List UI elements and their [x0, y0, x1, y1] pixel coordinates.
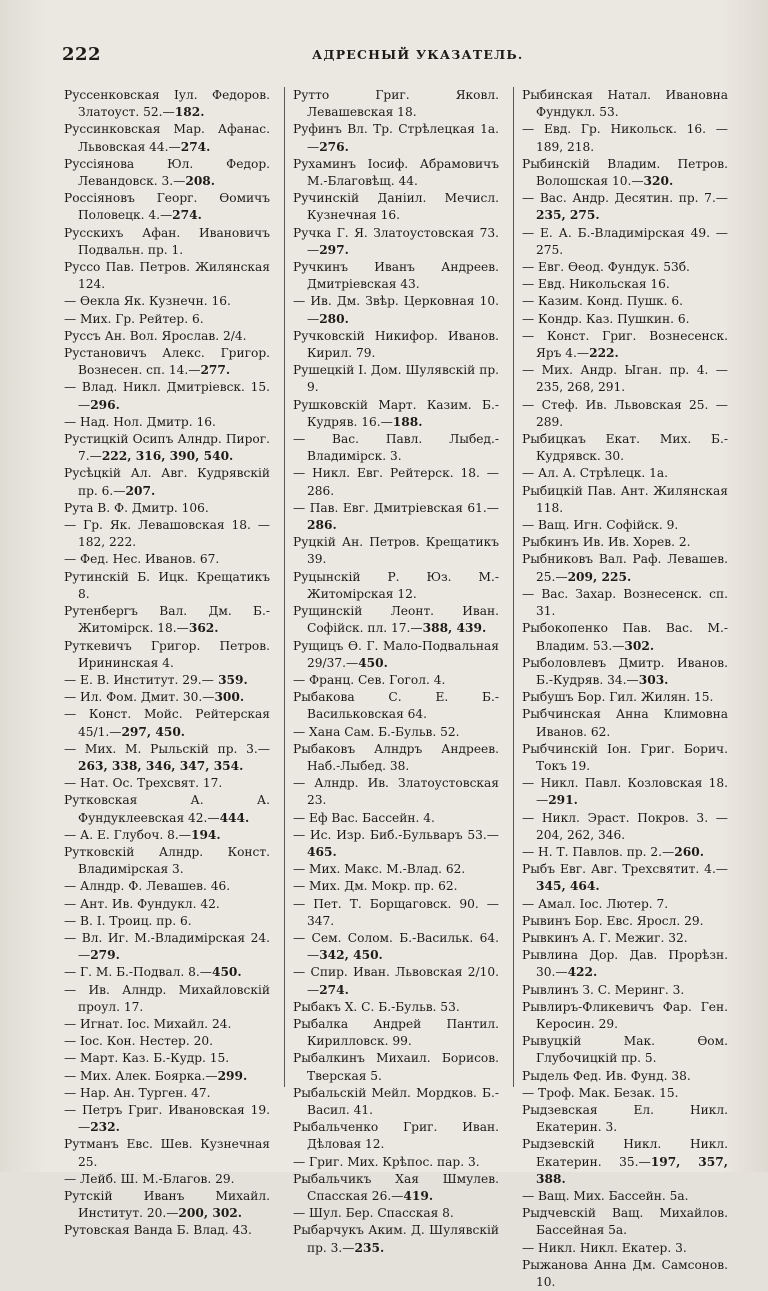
- directory-entry: Рущинскiй Леонт. Иван. Софiйск. пл. 17.—388, 439.: [293, 604, 499, 636]
- column-1: [64, 87, 270, 1240]
- directory-entry: Рутскiй Иванъ Михайл. Институт. 20.—200, 302.: [64, 1189, 270, 1221]
- directory-entry: Руссенковская Iул. Федоров. Златоуст. 52.—182.: [64, 88, 270, 120]
- directory-entry: Рывуцкiй Мак. Өом. Глубочицкiй пр. 5.: [522, 1034, 728, 1066]
- directory-entry: Рутманъ Евс. Шев. Кузнечная 25.: [64, 1137, 270, 1169]
- directory-entry: Россiяновъ Георг. Өомичъ Половецк. 4.—274.: [64, 191, 270, 223]
- directory-entry: — Пет. Т. Борщаговск. 90. —347.: [293, 896, 499, 928]
- directory-entry: Рыбицкiй Пав. Ант. Жилянская 118.: [522, 483, 728, 515]
- directory-entry: — Амал. Iос. Лютер. 7.: [522, 896, 669, 911]
- directory-entry: Руссiянова Юл. Федор. Левандовск. 3.—208.: [64, 156, 270, 189]
- directory-entry: — Ив. Дм. Звѣр. Церковная 10.—280.: [293, 294, 499, 326]
- directory-entry: — Алндр. Ф. Левашев. 46.: [64, 879, 231, 894]
- directory-entry: Рыбчинскiй Iон. Григ. Борич. Токъ 19.: [522, 741, 728, 773]
- directory-entry: Рыбчинская Анна Климовна Иванов. 62.: [522, 707, 728, 739]
- directory-entry: Рущицъ Ө. Г. Мало-Подвальная 29/37.—450.: [293, 638, 499, 670]
- column-2: [293, 87, 499, 1257]
- directory-entry: Рыбарчукъ Аким. Д. Шулявскiй пр. 3.—235.: [293, 1223, 499, 1255]
- directory-entry: Рыдчевскiй Ващ. Михайлов. Бассейная 5а.: [522, 1206, 728, 1238]
- directory-entry: — Григ. Мих. Крѣпос. пар. 3.: [293, 1154, 480, 1169]
- directory-entry: — Никл. Павл. Козловская 18.—291.: [522, 776, 728, 808]
- directory-entry: Руцкiй Ан. Петров. Крещатикъ 39.: [293, 535, 499, 567]
- directory-entry: Рутковскiй Алндр. Конст. Владимiрская 3.: [64, 844, 270, 877]
- page-number: 222: [62, 44, 102, 65]
- directory-entry: Рутковская А. А. Фундуклеевская 42.—444.: [64, 793, 270, 825]
- directory-entry: — Конст. Мойс. Рейтерская 45/1.—297, 450.: [64, 707, 270, 739]
- directory-entry: — Ал. А. Стрѣлецк. 1а.: [522, 466, 669, 481]
- directory-entry: Рыбакъ Х. С. Б.-Бульв. 53.: [293, 999, 460, 1014]
- directory-entry: Рушковскiй Март. Казим. Б.-Кудряв. 16.—188.: [293, 397, 499, 429]
- directory-entry: — Евд. Гр. Никольск. 16. — 189, 218.: [522, 122, 728, 154]
- directory-entry: — Нат. Ос. Трехсвят. 17.: [64, 776, 223, 791]
- directory-entry: — Н. Т. Павлов. пр. 2.—260.: [522, 844, 704, 859]
- directory-entry: — Петръ Григ. Ивановская 19.—232.: [64, 1102, 270, 1135]
- directory-entry: — Гр. Як. Левашовская 18. —182, 222.: [64, 518, 270, 550]
- directory-entry: Руцынскiй Р. Юз. М.-Житомiрская 12.: [293, 569, 499, 601]
- directory-entry: — Евг. Өеод. Фундук. 53б.: [522, 260, 690, 275]
- directory-entry: Рыбакова С. Е. Б.-Васильковская 64.: [293, 690, 499, 722]
- directory-entry: — Г. М. Б.-Подвал. 8.—450.: [64, 965, 242, 980]
- directory-entry: — Мих. Дм. Мокр. пр. 62.: [293, 879, 458, 894]
- directory-entry: — Казим. Конд. Пушк. 6.: [522, 294, 684, 309]
- directory-entry: Рывлина Дор. Дав. Прорѣзн. 30.—422.: [522, 948, 728, 980]
- directory-entry: Рыбинскiй Владим. Петров. Волошская 10.—320.: [522, 156, 728, 189]
- directory-entry: Руссинковская Мар. Афанас. Львовская 44.—274.: [64, 122, 270, 154]
- directory-entry: — Троф. Мак. Безак. 15.: [522, 1085, 679, 1100]
- directory-entry: — Мих. Алек. Боярка.—299.: [64, 1068, 248, 1083]
- running-title: АДРЕСНЫЙ УКАЗАТЕЛЬ.: [312, 47, 524, 62]
- directory-entry: — Мих. Макс. М.-Влад. 62.: [293, 862, 466, 877]
- directory-entry: — Никл. Евг. Рейтерск. 18. —286.: [293, 466, 499, 498]
- directory-entry: — Вас. Андр. Десятин. пр. 7.—235, 275.: [522, 191, 728, 223]
- directory-entry: — Ил. Фом. Дмит. 30.—300.: [64, 690, 245, 705]
- directory-entry: Рыбокопенко Пав. Вас. М.-Владим. 53.—302.: [522, 621, 728, 653]
- directory-entry: Рута В. Ф. Дмитр. 106.: [64, 500, 209, 515]
- directory-entry: Рыбинская Натал. Ивановна Фундукл. 53.: [522, 88, 728, 120]
- directory-entry: — Евд. Никольская 16.: [522, 277, 670, 292]
- directory-entry: Рыбалка Андрей Пантил. Кирилловск. 99.: [293, 1016, 499, 1049]
- directory-entry: — Ващ. Мих. Бассейн. 5а.: [522, 1189, 689, 1203]
- directory-entry: — Хана Сам. Б.-Бульв. 52.: [293, 724, 460, 739]
- directory-entry: — Өекла Як. Кузнечн. 16.: [64, 294, 231, 309]
- directory-entry: — Над. Нол. Дмитр. 16.: [64, 414, 216, 429]
- directory-entry: Рушецкiй I. Дом. Шулявскiй пр. 9.: [293, 363, 499, 395]
- directory-entry: — Вас. Павл. Лыбед.-Владимiрск. 3.: [293, 432, 499, 464]
- directory-entry: Рывлиръ-Фликевичъ Фар. Ген. Керосин. 29.: [522, 999, 728, 1031]
- directory-entry: Рыбицкаъ Екат. Мих. Б.-Кудрявск. 30.: [522, 432, 728, 464]
- directory-entry: Рутенбергъ Вал. Дм. Б.-Житомiрск. 18.—362.: [64, 604, 270, 636]
- directory-entry: — Ив. Алндр. Михайловскiй проул. 17.: [64, 982, 270, 1014]
- directory-entry: — А. Е. Глубоч. 8.—194.: [64, 827, 221, 842]
- directory-entry: — Мих. М. Рыльскiй пр. 3.— 263, 338, 346, 347, 354.: [64, 741, 270, 773]
- directory-entry: — Шул. Бер. Спасская 8.: [293, 1206, 454, 1221]
- directory-entry: — Е. А. Б.-Владимiрская 49. —275.: [522, 225, 728, 257]
- directory-entry: Рыбальчикъ Хая Шмулев. Спасская 26.—419.: [293, 1171, 499, 1203]
- directory-entry: — Влад. Никл. Дмитрiевск. 15.—296.: [64, 380, 270, 412]
- directory-entry: Рустановичъ Алекс. Григор. Вознесен. сп. 14.—277.: [64, 346, 270, 378]
- directory-entry: Русѣцкiй Ал. Авг. Кудрявскiй пр. 6.—207.: [64, 466, 270, 498]
- directory-entry: — Вл. Иг. М.-Владимiрская 24.—279.: [64, 930, 270, 963]
- directory-entry: Рыбальскiй Мейл. Мордков. Б.-Васил. 41.: [293, 1085, 499, 1117]
- directory-entry: Русскихъ Афан. Ивановичъ Подвальн. пр. 1.: [64, 225, 270, 257]
- directory-entry: — Ващ. Игн. Софiйск. 9.: [522, 518, 679, 533]
- directory-entry: Ручковскiй Никифор. Иванов. Кирил. 79.: [293, 328, 499, 361]
- directory-entry: Рыдель Фед. Ив. Фунд. 38.: [522, 1068, 691, 1083]
- directory-entry: — Кондр. Каз. Пушкин. 6.: [522, 311, 690, 326]
- directory-entry: Рывинъ Бор. Евс. Яросл. 29.: [522, 913, 704, 928]
- directory-entry: — Еф Вас. Бассейн. 4.: [293, 810, 435, 825]
- directory-entry: — Мих. Андр. Ыган. пр. 4. —235, 268, 291.: [522, 363, 728, 395]
- directory-entry: Рыдзевскiй Никл. Никл. Екатерин. 35.—197, 357, 388.: [522, 1137, 728, 1186]
- directory-entry: Рыбъ Евг. Авг. Трехсвятит. 4.—345, 464.: [522, 862, 728, 894]
- directory-entry: — Конст. Григ. Вознесенск. Яръ 4.—222.: [522, 328, 728, 361]
- directory-entry: Рыбалкинъ Михаил. Борисов. Тверская 5.: [293, 1051, 499, 1083]
- directory-entry: Рыбкинъ Ив. Ив. Хорев. 2.: [522, 535, 691, 550]
- directory-entry: Руткевичъ Григор. Петров. Ирининская 4.: [64, 638, 270, 670]
- directory-entry: — Пав. Евг. Дмитрiевская 61.—286.: [293, 500, 499, 533]
- directory-entry: Руфинъ Вл. Тр. Стрѣлецкая 1а.—276.: [293, 122, 499, 154]
- directory-entry: Рыболовлевъ Дмитр. Иванов. Б.-Кудряв. 34.—303.: [522, 655, 728, 687]
- directory-entry: Рустицкiй Осипъ Алндр. Пирог. 7.—222, 316, 390, 540.: [64, 432, 270, 464]
- directory-entry: Рыдзевская Ел. Никл. Екатерин. 3.: [522, 1102, 728, 1135]
- directory-entry: Ручкинъ Иванъ Андреев. Дмитрiевская 43.: [293, 260, 499, 292]
- directory-entry: Рывлинъ З. С. Меринг. 3.: [522, 982, 685, 997]
- directory-entry: Ручка Г. Я. Златоустовская 73.—297.: [293, 225, 499, 257]
- directory-entry: — Никл. Никл. Екатер. 3.: [522, 1240, 687, 1255]
- directory-entry: Руссъ Ан. Вол. Ярослав. 2/4.: [64, 328, 247, 343]
- directory-entry: — Никл. Эраст. Покров. 3. —204, 262, 346.: [522, 810, 728, 842]
- directory-entry: — Ант. Ив. Фундукл. 42.: [64, 896, 220, 911]
- directory-entry: Рыбаковъ Алндръ Андреев. Наб.-Лыбед. 38.: [293, 741, 499, 773]
- directory-entry: Рыжанова Анна Дм. Самсонов. 10.: [522, 1257, 728, 1290]
- directory-entry: — Март. Каз. Б.-Кудр. 15.: [64, 1051, 230, 1066]
- directory-entry: — В. I. Троиц. пр. 6.: [64, 913, 192, 928]
- directory-entry: — Спир. Иван. Львовская 2/10.—274.: [293, 965, 499, 997]
- directory-entry: Рыбниковъ Вал. Раф. Левашев. 25.—209, 225.: [522, 552, 728, 584]
- directory-entry: — Игнат. Iос. Михайл. 24.: [64, 1016, 232, 1031]
- directory-entry: — Фед. Нес. Иванов. 67.: [64, 552, 220, 567]
- directory-entry: — Вас. Захар. Вознесенск. сп. 31.: [522, 586, 728, 619]
- directory-entry: Рывкинъ А. Г. Межиг. 32.: [522, 930, 688, 945]
- directory-entry: Рутовская Ванда Б. Влад. 43.: [64, 1223, 252, 1238]
- column-divider: [513, 87, 514, 1087]
- directory-entry: Рыбальченко Григ. Иван. Дѣловая 12.: [293, 1120, 499, 1152]
- directory-entry: Рутто Григ. Яковл. Левашевская 18.: [293, 88, 499, 120]
- column-divider: [284, 87, 285, 1087]
- directory-entry: — Мих. Гр. Рейтер. 6.: [64, 311, 204, 326]
- directory-entry: — Нар. Ан. Турген. 47.: [64, 1085, 211, 1100]
- directory-entry: — Ис. Изр. Биб.-Бульваръ 53.—465.: [293, 827, 499, 859]
- directory-entry: — Алндр. Ив. Златоустовская 23.: [293, 776, 499, 808]
- directory-entry: Рыбушъ Бор. Гил. Жилян. 15.: [522, 690, 714, 705]
- directory-entry: — Сем. Солом. Б.-Васильк. 64.—342, 450.: [293, 930, 499, 963]
- page-header: [62, 44, 738, 74]
- directory-entry: — Е. В. Институт. 29.— 359.: [64, 672, 248, 687]
- directory-entry: Рухаминъ Iосиф. Абрамовичъ М.-Благовѣщ. 44.: [293, 156, 499, 189]
- entries-area: [64, 87, 736, 1290]
- directory-entry: Рутинскiй Б. Ицк. Крещатикъ 8.: [64, 569, 270, 601]
- directory-entry: — Стеф. Ив. Львовская 25. —289.: [522, 397, 728, 429]
- directory-entry: Руссо Пав. Петров. Жилянская 124.: [64, 260, 270, 292]
- directory-entry: — Франц. Сев. Гогол. 4.: [293, 672, 446, 687]
- directory-entry: — Лейб. Ш. М.-Благов. 29.: [64, 1171, 235, 1186]
- directory-entry: — Iос. Кон. Нестер. 20.: [64, 1034, 213, 1049]
- directory-entry: Ручинскiй Данiил. Мечисл. Кузнечная 16.: [293, 191, 499, 223]
- column-3: [522, 87, 728, 1291]
